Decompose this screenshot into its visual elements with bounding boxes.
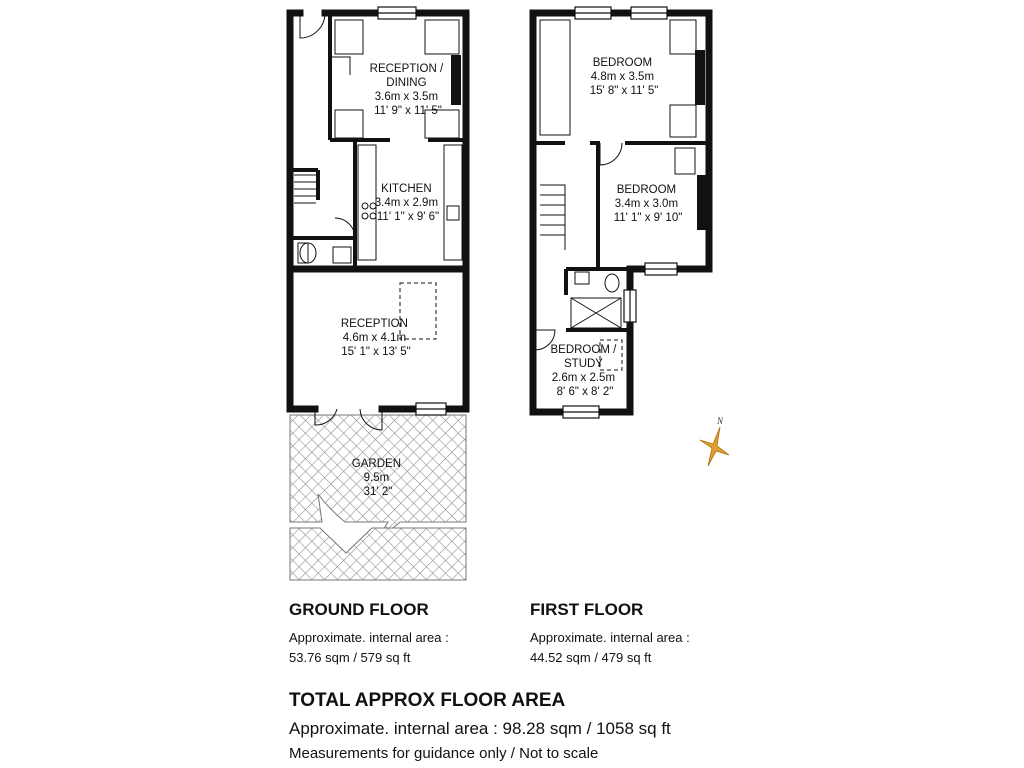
first-chimney-breast-1 [695,50,705,105]
ground-floor-doors [300,13,382,430]
first-chimney-breast-2 [697,175,706,230]
garden-label: GARDEN 9.5m 31' 2" [351,458,401,498]
ground-floor-area-label: Approximate. internal area : [289,630,449,645]
first-floor-area-value: 44.52 sqm / 479 sq ft [530,650,652,665]
compass-icon [700,416,729,466]
reception-dining-label: RECEPTION / DINING 3.6m x 3.5m 11' 9" x 11' 5" [369,63,444,117]
ground-floor-title: GROUND FLOOR [289,600,429,619]
ground-floor-area-value: 53.76 sqm / 579 sq ft [289,650,411,665]
bedroom-2-label: BEDROOM 3.4m x 3.0m 11' 1" x 9' 10" [613,184,683,224]
bedroom-1-label: BEDROOM 4.8m x 3.5m 15' 8" x 11' 5" [589,57,659,97]
measurement-note: Measurements for guidance only / Not to scale [289,745,599,762]
ground-chimney-breast [451,55,461,105]
reception-label: RECEPTION 4.6m x 4.1m 15' 1" x 13' 5" [340,318,411,358]
svg-text:N: N [717,416,724,426]
first-floor-doors [535,143,622,350]
kitchen-label: KITCHEN 3.4m x 2.9m 11' 1" x 9' 6" [374,183,440,223]
first-floor-title: FIRST FLOOR [530,600,644,619]
total-area-text: Approximate. internal area : 98.28 sqm / 1058 sq ft [289,719,671,738]
bedroom-study-label: BEDROOM / STUDY 2.6m x 2.5m 8' 6" x 8' 2" [550,344,617,398]
first-floor-area-label: Approximate. internal area : [530,630,690,645]
total-area-title: TOTAL APPROX FLOOR AREA [289,690,566,711]
